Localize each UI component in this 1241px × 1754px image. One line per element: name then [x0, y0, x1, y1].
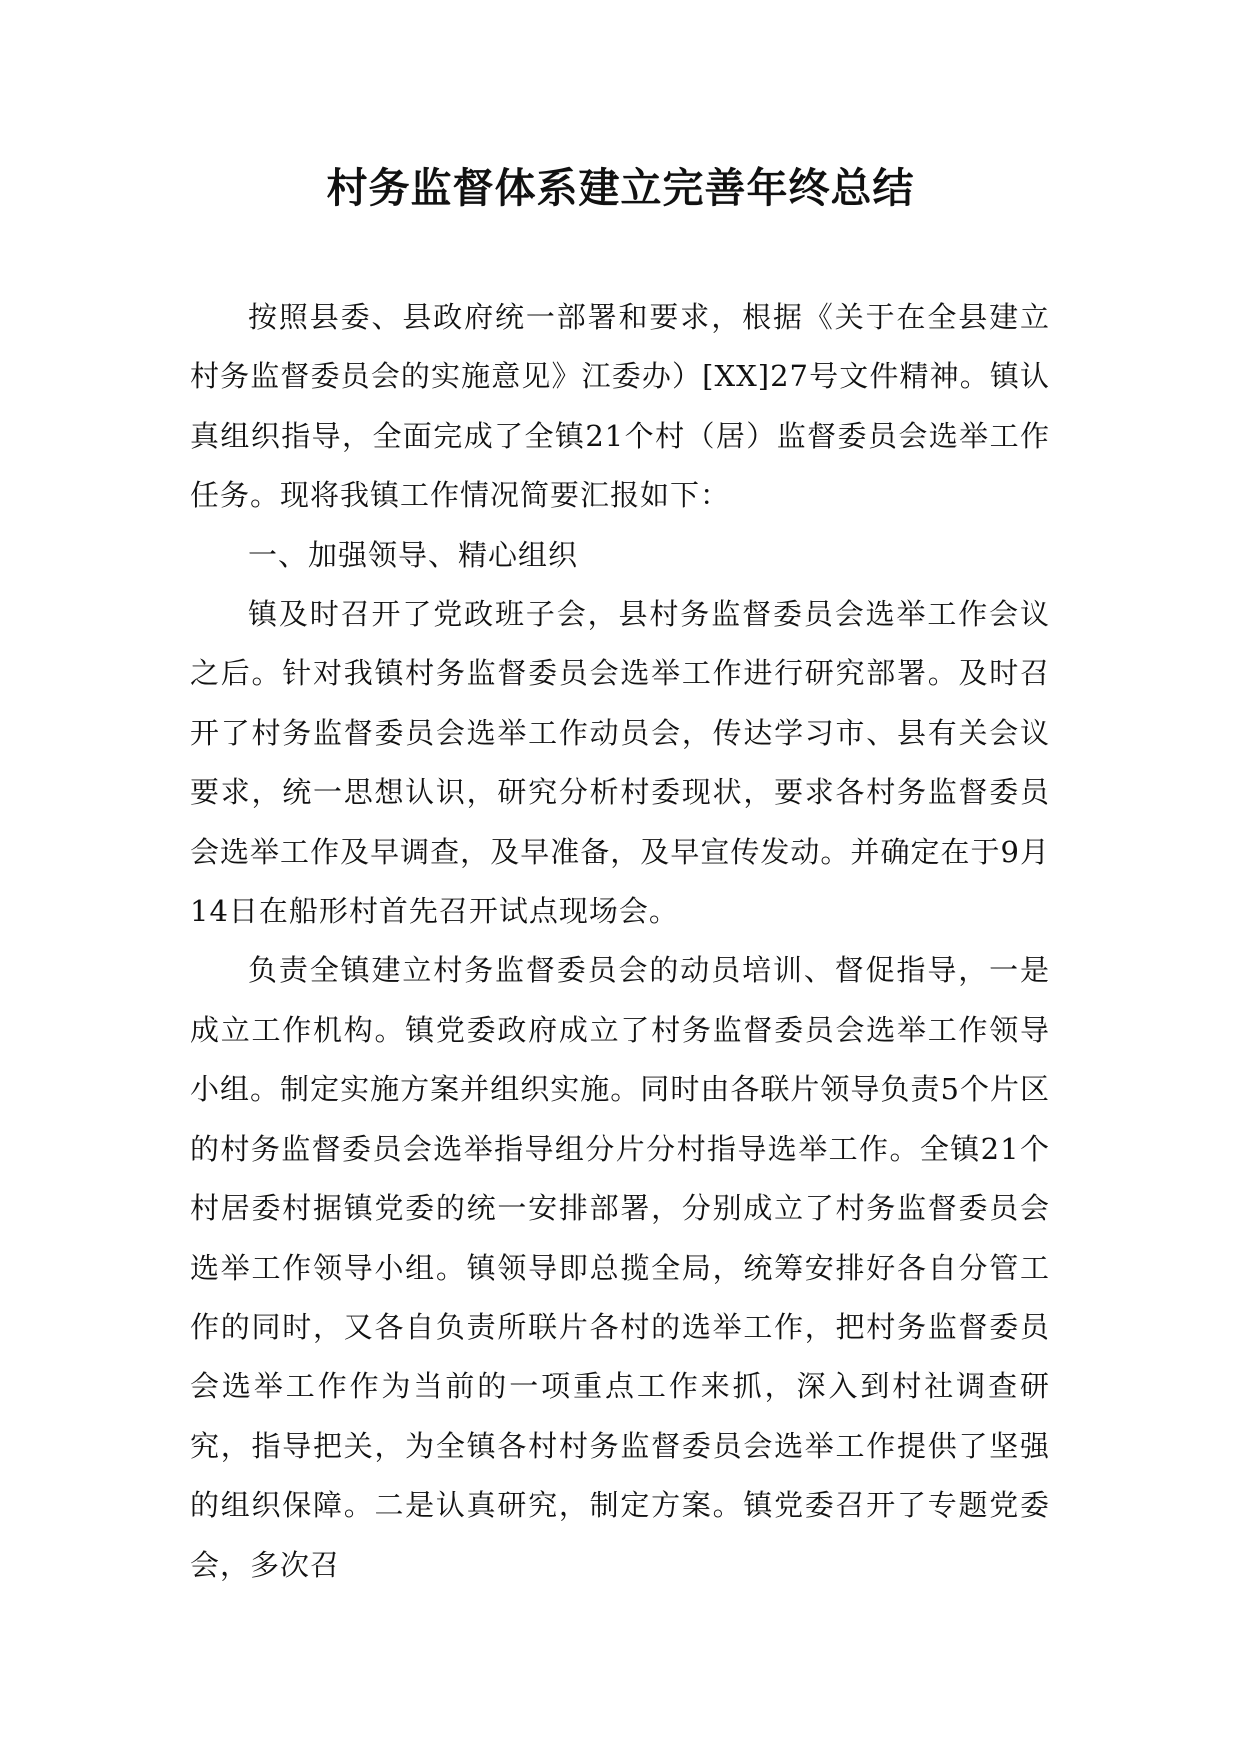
paragraph-meeting: 镇及时召开了党政班子会，县村务监督委员会选举工作会议之后。针对我镇村务监督委员会选举工作进行研究部署。及时召开了村务监督委员会选举工作动员会，传达学习市、县有关会议要求，统一思想认识，研究分析村委现状，要求各村务监督委员会选举工作及早调查，及早准备，及早宣传发动。并确定在于9月14日在船形村首先召开试点现场会。 — [190, 597, 1050, 929]
section-heading-1: 一、加强领导、精心组织 — [248, 537, 579, 572]
document-body — [190, 288, 1050, 1595]
document-title: 村务监督体系建立完善年终总结 — [326, 164, 915, 212]
paragraph-organization: 负责全镇建立村务监督委员会的动员培训、督促指导，一是成立工作机构。镇党委政府成立了村务监督委员会选举工作领导小组。制定实施方案并组织实施。同时由各联片领导负责5个片区的村务监督委员会选举指导组分片分村指导选举工作。全镇21个村居委村据镇党委的统一安排部署，分别成立了村务监督委员会选举工作领导小组。镇领导即总揽全局，统筹安排好各自分管工作的同时，又各自负责所联片各村的选举工作，把村务监督委员会选举工作作为当前的一项重点工作来抓，深入到村社调查研究，指导把关，为全镇各村村务监督委员会选举工作提供了坚强的组织保障。二是认真研究，制定方案。镇党委召开了专题党委会，多次召 — [190, 953, 1050, 1582]
paragraph-intro: 按照县委、县政府统一部署和要求，根据《关于在全县建立村务监督委员会的实施意见》江委办）[XX]27号文件精神。镇认真组织指导，全面完成了全镇21个村（居）监督委员会选举工作任务。现将我镇工作情况简要汇报如下： — [190, 300, 1050, 513]
